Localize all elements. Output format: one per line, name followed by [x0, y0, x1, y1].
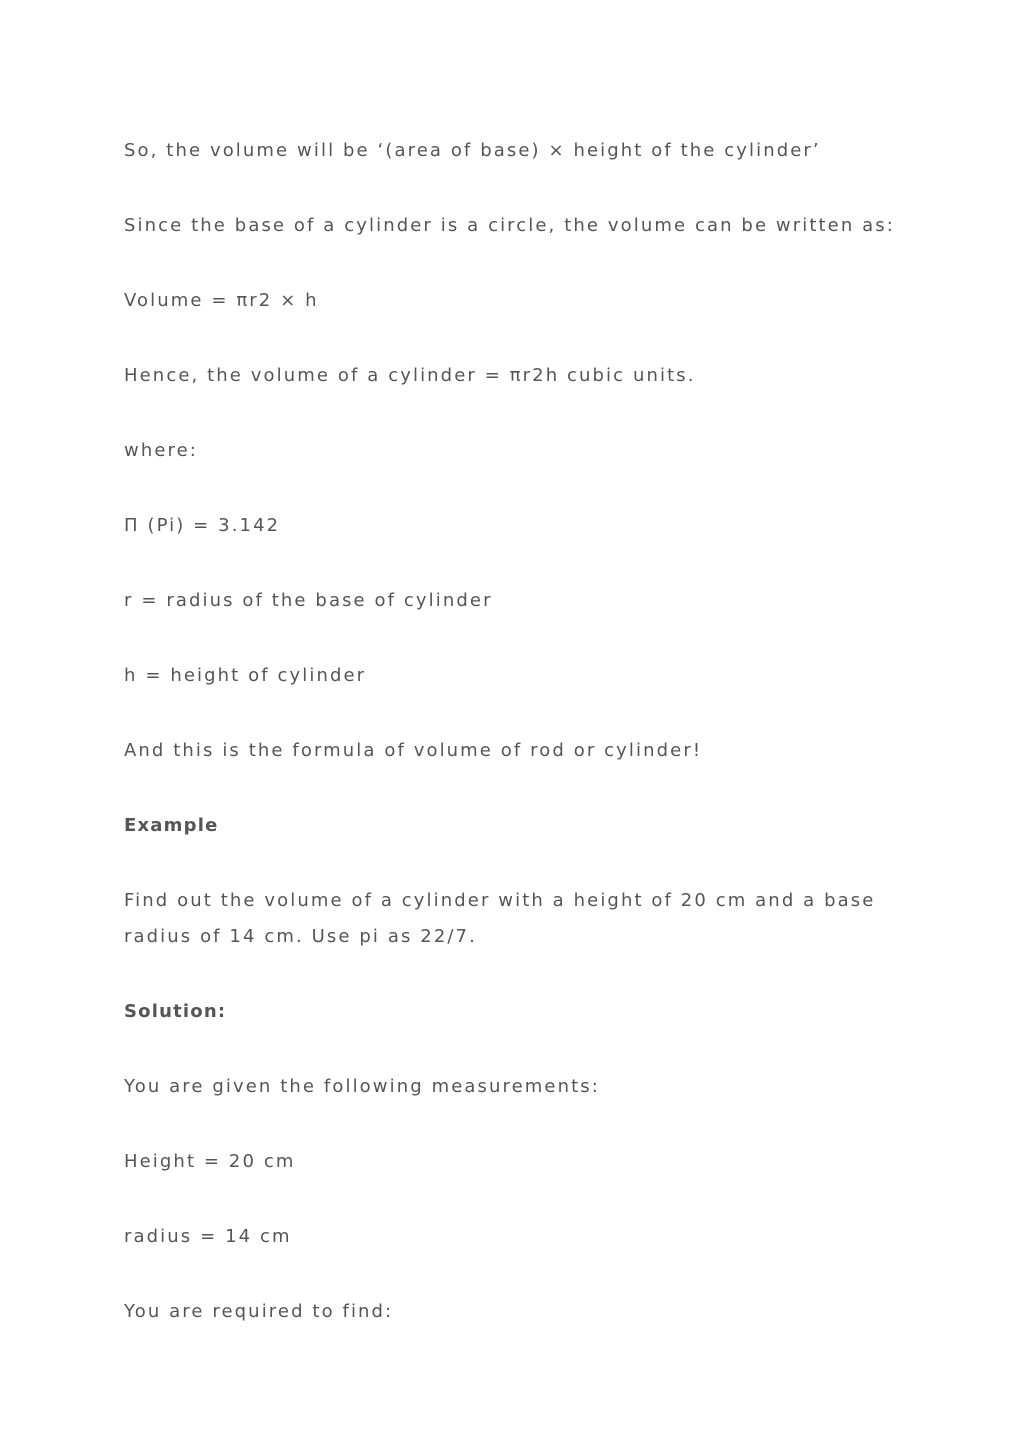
heading-solution [124, 994, 914, 1030]
paragraph-text: You are required to find: [124, 1301, 394, 1322]
paragraph-text: Find out the volume of a cylinder with a height of 20 cm and a base radius of 14 cm. Use pi as 22/7. [124, 890, 876, 947]
paragraph-text: h = height of cylinder [124, 665, 367, 686]
paragraph-example-problem [124, 883, 914, 955]
paragraph-text: Π (Pi) = 3.142 [124, 515, 281, 536]
paragraph-base-circle [124, 208, 914, 244]
paragraph-radius-value [124, 1219, 914, 1255]
paragraph-radius-definition [124, 583, 914, 619]
paragraph-height-value [124, 1144, 914, 1180]
paragraph-text: radius = 14 cm [124, 1226, 292, 1247]
document-page [124, 133, 914, 1369]
paragraph-height-definition [124, 658, 914, 694]
paragraph-text: Height = 20 cm [124, 1151, 296, 1172]
paragraph-text: where: [124, 440, 198, 461]
paragraph-text: Hence, the volume of a cylinder = πr2h cubic units. [124, 365, 696, 386]
paragraph-where [124, 433, 914, 469]
paragraph-required-to-find [124, 1294, 914, 1330]
paragraph-volume-result [124, 358, 914, 394]
paragraph-text: Since the base of a cylinder is a circle, the volume can be written as: [124, 215, 895, 236]
paragraph-text: Volume = πr2 × h [124, 290, 319, 311]
paragraph-text: So, the volume will be ‘(area of base) × height of the cylinder’ [124, 140, 821, 161]
paragraph-text: You are given the following measurements: [124, 1076, 600, 1097]
paragraph-text: r = radius of the base of cylinder [124, 590, 493, 611]
paragraph-volume-formula [124, 283, 914, 319]
paragraph-volume-definition [124, 133, 914, 169]
section-heading: Solution: [124, 1001, 227, 1022]
paragraph-text: And this is the formula of volume of rod or cylinder! [124, 740, 703, 761]
paragraph-pi-definition [124, 508, 914, 544]
section-heading: Example [124, 815, 219, 836]
paragraph-formula-conclusion [124, 733, 914, 769]
paragraph-given-measurements [124, 1069, 914, 1105]
heading-example [124, 808, 914, 844]
